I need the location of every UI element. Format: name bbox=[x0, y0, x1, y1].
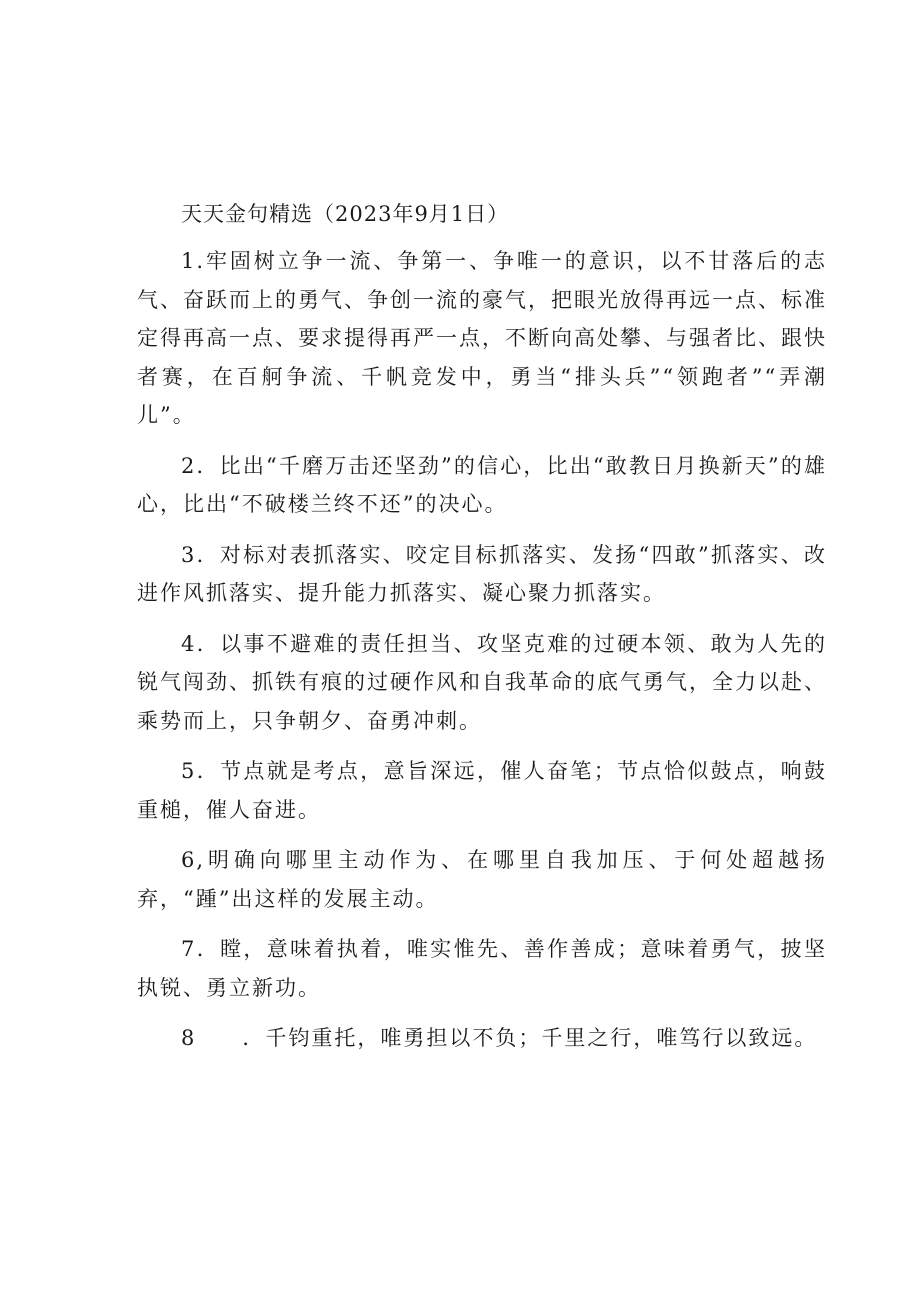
paragraph-6: 6,明确向哪里主动作为、在哪里自我加压、于何处超越扬弃，“踵”出这样的发展主动。 bbox=[137, 848, 827, 911]
paragraph-7: 7．瞠，意味着执着，唯实惟先、善作善成；意味着勇气，披坚执锐、勇立新功。 bbox=[137, 937, 827, 1000]
paragraph-3: 3．对标对表抓落实、咬定目标抓落实、发扬“四敢”抓落实、改进作风抓落实、提升能力抓落实、凝心聚力抓落实。 bbox=[137, 542, 827, 605]
document-body bbox=[137, 196, 827, 1070]
paragraph-4: 4．以事不避难的责任担当、攻坚克难的过硬本领、敢为人先的锐气闯劲、抓铁有痕的过硬作风和自我革命的底气勇气，全力以赴、乘势而上，只争朝夕、奋勇冲刺。 bbox=[137, 631, 827, 733]
paragraph-2: 2．比出“千磨万击还坚劲”的信心，比出“敢教日月换新天”的雄心，比出“不破楼兰终不还”的决心。 bbox=[137, 453, 827, 516]
document-title: 天天金句精选（2023年9月1日） bbox=[181, 202, 510, 226]
paragraph-1: 1.牢固树立争一流、争第一、争唯一的意识，以不甘落后的志气、奋跃而上的勇气、争创一流的豪气，把眼光放得再远一点、标准定得再高一点、要求提得再严一点，不断向高处攀、与强者比、跟快者赛，在百舸争流、千帆竞发中，勇当“排头兵”“领跑者”“弄潮儿”。 bbox=[137, 249, 827, 427]
paragraph-8: 8 ．千钧重托，唯勇担以不负；千里之行，唯笃行以致远。 bbox=[181, 1026, 818, 1050]
paragraph-5: 5．节点就是考点，意旨深远，催人奋笔；节点恰似鼓点，响鼓重槌，催人奋进。 bbox=[137, 759, 827, 822]
